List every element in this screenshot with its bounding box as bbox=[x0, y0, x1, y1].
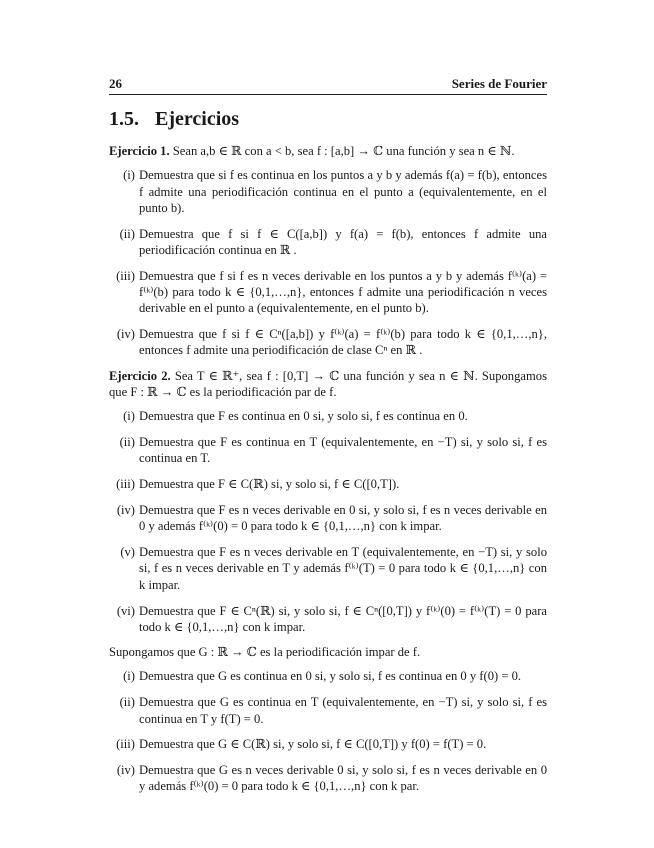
exercise-2-intro: Sea T ∈ ℝ⁺, sea f : [0,T] → ℂ una función y sea n ∈ ℕ. Supongamos que F : ℝ → ℂ es la periodificación par de f. bbox=[109, 368, 547, 400]
item-label: (i) bbox=[123, 168, 135, 183]
exercise-2-statement bbox=[109, 368, 547, 401]
list-item bbox=[109, 408, 547, 424]
item-label: (iii) bbox=[116, 737, 135, 752]
item-text: Demuestra que f si f ∈ Cⁿ([a,b]) y f⁽ᵏ⁾(a) = f⁽ᵏ⁾(b) para todo k ∈ {0,1,…,n}, entonces f admite una periodificación de clase Cⁿ en ℝ . bbox=[139, 327, 547, 358]
list-item bbox=[109, 603, 547, 636]
item-text: Demuestra que F es n veces derivable en 0 si, y solo si, f es n veces derivable en 0 y además f⁽ᵏ⁾(0) = 0 para todo k ∈ {0,1,…,n} con k impar. bbox=[139, 503, 547, 534]
list-item bbox=[109, 268, 547, 317]
item-text: Demuestra que G es continua en 0 si, y solo si, f es continua en 0 y f(0) = 0. bbox=[139, 669, 522, 684]
item-label: (iv) bbox=[116, 327, 135, 342]
exercise-2-list bbox=[109, 408, 547, 635]
item-label: (ii) bbox=[119, 226, 135, 241]
item-label: (iii) bbox=[116, 477, 135, 492]
exercise-1-list bbox=[109, 167, 547, 358]
exercises-body bbox=[109, 143, 547, 804]
odd-periodification-intro: Supongamos que G : ℝ → ℂ es la periodificación impar de f. bbox=[109, 645, 421, 660]
item-text: Demuestra que G es n veces derivable 0 si, y solo si, f es n veces derivable en 0 y además f⁽ᵏ⁾(0) = 0 para todo k ∈ {0,1,…,n} con k par. bbox=[139, 763, 547, 794]
item-label: (ii) bbox=[119, 695, 135, 710]
list-item bbox=[109, 694, 547, 727]
item-text: Demuestra que si f es continua en los puntos a y b y además f(a) = f(b), entonces f admite una periodificación continua en el punto a (equivalentemente, en el punto b). bbox=[139, 168, 547, 215]
item-text: Demuestra que f si f ∈ C([a,b]) y f(a) = f(b), entonces f admite una periodificación continua en ℝ . bbox=[139, 226, 547, 257]
exercise-1-statement bbox=[109, 143, 547, 159]
list-item bbox=[109, 502, 547, 535]
item-label: (ii) bbox=[119, 435, 135, 450]
item-text: Demuestra que f si f es n veces derivable en los puntos a y b y además f⁽ᵏ⁾(a) = f⁽ᵏ⁾(b) para todo k ∈ {0,1,…,n}, entonces f admite una periodificación n veces derivable en el punto a (equivalentemente, en el punto b). bbox=[139, 268, 547, 316]
item-text: Demuestra que F ∈ Cⁿ(ℝ) si, y solo si, f ∈ Cⁿ([0,T]) y f⁽ᵏ⁾(0) = f⁽ᵏ⁾(T) = 0 para todo k ∈ {0,1,…,n} con k impar. bbox=[139, 603, 547, 634]
list-item bbox=[109, 476, 547, 492]
item-label: (i) bbox=[123, 669, 135, 684]
exercise-2-odd-list bbox=[109, 668, 547, 794]
list-item bbox=[109, 736, 547, 752]
list-item bbox=[109, 668, 547, 684]
exercise-2-label: Ejercicio 2. bbox=[109, 368, 171, 383]
item-text: Demuestra que F es continua en 0 si, y solo si, f es continua en 0. bbox=[139, 409, 468, 424]
item-label: (i) bbox=[123, 409, 135, 424]
list-item bbox=[109, 226, 547, 259]
item-text: Demuestra que F ∈ C(ℝ) si, y solo si, f ∈ C([0,T]). bbox=[139, 477, 400, 492]
list-item bbox=[109, 544, 547, 593]
exercise-1-intro: Sean a,b ∈ ℝ con a < b, sea f : [a,b] → ℂ una función y sea n ∈ ℕ. bbox=[172, 144, 515, 158]
list-item bbox=[109, 326, 547, 359]
list-item bbox=[109, 434, 547, 467]
list-item bbox=[109, 167, 547, 216]
section-number: 1.5. bbox=[109, 108, 139, 130]
item-label: (vi) bbox=[116, 603, 135, 618]
item-text: Demuestra que F es n veces derivable en T (equivalentemente, en −T) si, y solo si, f es n veces derivable en T y además f⁽ᵏ⁾(T) = 0 para todo k ∈ {0,1,…,n} con k impar. bbox=[139, 545, 547, 592]
section-heading bbox=[109, 108, 239, 131]
section-title: Ejercicios bbox=[155, 108, 240, 130]
item-label: (iii) bbox=[116, 268, 135, 283]
item-text: Demuestra que G es continua en T (equivalentemente, en −T) si, y solo si, f es continua en T y f(T) = 0. bbox=[139, 695, 547, 726]
running-title: Series de Fourier bbox=[451, 76, 547, 91]
page-number: 26 bbox=[109, 76, 122, 91]
item-label: (iv) bbox=[116, 503, 135, 518]
item-text: Demuestra que G ∈ C(ℝ) si, y solo si, f ∈ C([0,T]) y f(0) = f(T) = 0. bbox=[139, 737, 487, 752]
item-text: Demuestra que F es continua en T (equivalentemente, en −T) si, y solo si, f es continua en T. bbox=[139, 435, 547, 466]
item-label: (v) bbox=[120, 545, 135, 560]
list-item bbox=[109, 762, 547, 795]
exercise-1-label: Ejercicio 1. bbox=[109, 144, 170, 158]
running-header bbox=[109, 76, 547, 95]
item-label: (iv) bbox=[116, 763, 135, 778]
